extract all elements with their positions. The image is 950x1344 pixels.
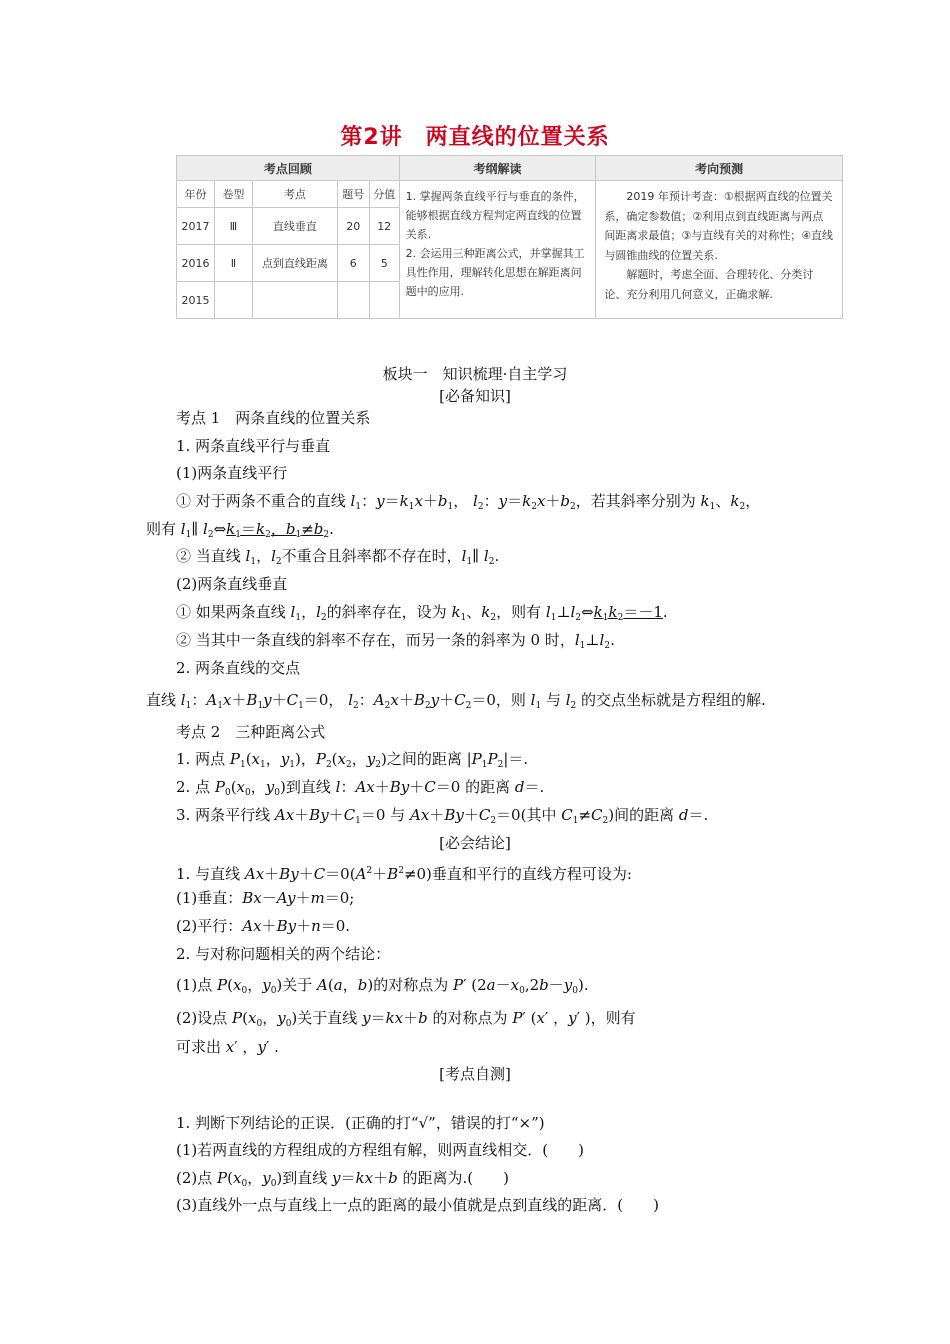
paragraph: ② 当直线 $l_1$，$l_2$不重合且斜率都不存在时，$l_1\parallel$ $l_2$. [176, 547, 500, 567]
text-run: (2)设点 [176, 1009, 233, 1027]
col-year: 年份 [177, 181, 215, 208]
text-run: 的斜率存在，设为 [326, 603, 452, 621]
paragraph: ① 如果两条直线 $l_1$，$l_2$的斜率存在，设为 $k_1$、$k_2$，则有 $l_1\perp l_2\Leftrightarrow k_1k_2=-1$. [176, 603, 668, 623]
sub-heading: 1. 两条直线平行与垂直 [176, 437, 331, 455]
text-run: (其中 [520, 806, 562, 824]
sub-heading: 2. 与对称问题相关的两个结论： [176, 945, 391, 963]
text-run: 的交点坐标就是方程组的解. [581, 691, 766, 709]
exam-overview-table [176, 155, 843, 319]
question: 1. 判断下列结论的正误．(正确的打“√”，错误的打“×”) [176, 1114, 545, 1132]
question: (3)直线外一点与直线上一点的距离的最小值就是点到直线的距离．( ) [176, 1196, 659, 1214]
text-run: 1. 与直线 [176, 865, 245, 883]
header-outline: 考纲解读 [399, 156, 596, 181]
header-predict: 考向预测 [596, 156, 843, 181]
cell-question: 20 [337, 208, 369, 245]
cell-topic: 点到直线距离 [252, 245, 337, 282]
paragraph: 3. 两条平行线 $Ax+By+C_1=0$ 与 $Ax+By+C_2=0$(其中 $C_1\ne C_2$)间的距离 d＝. [176, 806, 709, 826]
paragraph: ② 当其中一条直线的斜率不存在，而另一条的斜率为 0 时，$l_1\perp l_2$. [176, 631, 615, 651]
self-test-heading: [考点自测] [439, 1065, 511, 1083]
paragraph: (2)平行：Ax＋By＋n＝0. [176, 917, 351, 935]
text-run: 的距离 [465, 778, 515, 796]
col-score: 分值 [369, 181, 399, 208]
header-review: 考点回顾 [177, 156, 400, 181]
paragraph: (2)设点 $P(x_0$，$y_0$)关于直线 y＝kx＋b 的对称点为 P′ (x′ ，y′ )，则有 [176, 1009, 636, 1029]
cell-question: 6 [337, 245, 369, 282]
paragraph: (1)垂直：Bx－Ay＋m＝0; [176, 889, 355, 907]
text-run: 3. 两条平行线 [176, 806, 275, 824]
cell-topic [252, 282, 337, 319]
must-conclude-heading: [必会结论] [439, 834, 511, 852]
text-run: 之间的距离 [386, 750, 467, 768]
text-run: 的对称点为 [432, 1009, 513, 1027]
text-run: 关于直线 [297, 1009, 363, 1027]
cell-score [369, 282, 399, 319]
paragraph: 1. 与直线 $Ax+By+C=0(A^2+B^2\ne 0)$垂直和平行的直线方程可设为: [176, 865, 632, 883]
text-run: ① 如果两条直线 [176, 603, 291, 621]
sub-heading: 2. 两条直线的交点 [176, 659, 301, 677]
cell-paper: Ⅲ [214, 208, 252, 245]
col-topic: 考点 [252, 181, 337, 208]
paragraph: (1)点 $P(x_0$，$y_0$)关于 A(a，b)的对称点为 P′ $(2a-x_0,2b-y_0)$. [176, 976, 589, 996]
cell-year: 2016 [177, 245, 215, 282]
text-run: 垂直和平行的直线方程可设为: [431, 865, 632, 883]
predict-text: 2019 年预计考查：①根据两直线的位置关系，确定参数值；②利用点到直线距离与两点间距离求最值；③与直线有关的对称性；④直线与圆锥曲线的位置关系. [604, 190, 834, 262]
cell-score: 12 [369, 208, 399, 245]
kp1-heading: 考点 1 两条直线的位置关系 [176, 409, 371, 427]
paragraph: 2. 点 $P_0(x_0$，$y_0$)到直线 l：Ax＋By＋C＝0 的距离 d＝. [176, 778, 545, 798]
text-run: (1)点 [176, 976, 218, 994]
text-run: (2)平行： [176, 917, 243, 935]
text-run: 的对称点为 [373, 976, 453, 994]
cell-paper [214, 282, 252, 319]
text-run: (1)垂直： [176, 889, 243, 907]
text-run: 则有 [146, 520, 181, 538]
paragraph: 可求出 x′ ，y′ . [176, 1038, 279, 1056]
paragraph: 则有 $l_1\parallel$ $l_2\Leftrightarrow k_1=k_2$，$b_1\ne b_2$. [146, 520, 334, 540]
question: (1)若两直线的方程组成的方程组有解，则两直线相交．( ) [176, 1141, 584, 1159]
text-run: ① 对于两条不重合的直线 [176, 492, 351, 510]
outline-item: 2. 会运用三种距离公式，并掌握其工具性作用，理解转化思想在解距离问题中的应用. [405, 247, 585, 298]
text-run: )间的距离 [608, 806, 679, 824]
text-run: 的距离为.( ) [402, 1169, 509, 1187]
cell-topic: 直线垂直 [252, 208, 337, 245]
text-run: ② 当直线 [176, 547, 246, 565]
sub-heading: (2)两条直线垂直 [176, 575, 288, 593]
text-run: 2. 点 [176, 778, 215, 796]
text-run: 不重合且斜率都不存在时， [281, 547, 462, 565]
text-run: ，若其斜率分别为 [575, 492, 701, 510]
text-run: 可求出 [176, 1038, 226, 1056]
paragraph: 直线 $l_1$：$A_1x+B_1y+C_1=0$， $l_2$：$A_2x+B_2y+C_2=0$，则 $l_1$ 与 $l_2$ 的交点坐标就是方程组的解. [146, 691, 766, 711]
paragraph: 1. 两点 $P_1(x_1$，$y_1$)，$P_2(x_2$，$y_2$)之间的距离 $|P_1P_2|=$. [176, 750, 529, 770]
text-run: 1. 两点 [176, 750, 230, 768]
cell-score: 5 [369, 245, 399, 282]
text-run: ② 当其中一条直线的斜率不存在，而另一条的斜率为 0 时， [176, 631, 575, 649]
cell-question [337, 282, 369, 319]
lesson-title: 第2讲 两直线的位置关系 [340, 125, 610, 150]
section-heading: 板块一 知识梳理·自主学习 [382, 365, 568, 383]
question: (2)点 $P(x_0$，$y_0$)到直线 y＝kx＋b 的距离为.( ) [176, 1169, 509, 1189]
text-run: 到直线 [285, 778, 336, 796]
text-run: ，则有 [496, 603, 546, 621]
col-paper: 卷型 [214, 181, 252, 208]
sub-heading: (1)两条直线平行 [176, 464, 288, 482]
predict-cell [596, 181, 843, 319]
text-run: ，则有 [590, 1009, 636, 1027]
kp2-heading: 考点 2 三种距离公式 [176, 723, 326, 741]
outline-cell [399, 181, 596, 319]
col-question: 题号 [337, 181, 369, 208]
cell-paper: Ⅱ [214, 245, 252, 282]
predict-text: 解题时，考虑全面、合理转化、分类讨论、充分利用几何意义，正确求解. [604, 268, 814, 301]
cell-year: 2017 [177, 208, 215, 245]
paragraph: ① 对于两条不重合的直线 $l_1$：$y=k_1x+b_1$， $l_2$：$y=k_2x+b_2$，若其斜率分别为 $k_1$、$k_2$， [176, 492, 761, 512]
text-run: 直线 [146, 691, 181, 709]
outline-item: 1. 掌握两条直线平行与垂直的条件，能够根据直线方程判定两直线的位置关系. [405, 190, 585, 241]
must-know-heading: [必备知识] [439, 387, 511, 405]
cell-year: 2015 [177, 282, 215, 319]
